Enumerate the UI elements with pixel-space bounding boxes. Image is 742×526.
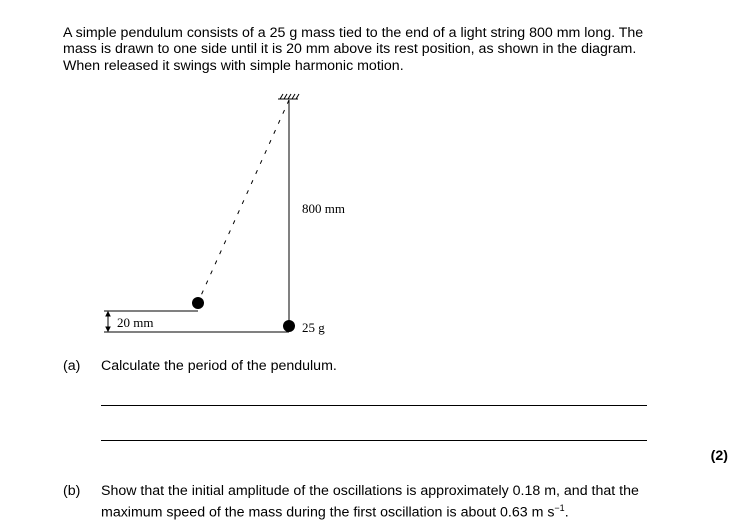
height-arrow: [106, 312, 110, 331]
string-displaced: [199, 100, 289, 300]
intro-line-2: mass is drawn to one side until it is 20 mm above its rest position, as shown in the diagram.: [63, 41, 637, 58]
part-b-label: (b): [63, 483, 81, 499]
answer-line[interactable]: [101, 405, 647, 406]
ceiling-support: [278, 94, 299, 99]
part-a-text: Calculate the period of the pendulum.: [101, 358, 337, 374]
part-a-marks: (2): [710, 448, 728, 464]
part-a-label: (a): [63, 358, 81, 374]
part-b-line-1: Show that the initial amplitude of the oscillations is approximately 0.18 m, and that the: [101, 483, 639, 499]
intro-line-3: When released it swings with simple harmonic motion.: [63, 57, 404, 74]
intro-line-1: A simple pendulum consists of a 25 g mass tied to the end of a light string 800 mm long. The: [63, 25, 644, 41]
part-b-line-2: [101, 500, 701, 522]
part-b-line-2-end: .: [564, 504, 569, 521]
part-b-text: [101, 483, 701, 522]
bob-displaced: [192, 297, 204, 309]
mass-label: 25 g: [302, 320, 325, 335]
unit-exponent: −1: [554, 503, 565, 513]
length-label: 800 mm: [302, 201, 345, 216]
part-b-line-2-main: maximum speed of the mass during the first oscillation is about 0.63 m s: [101, 504, 555, 521]
height-label: 20 mm: [117, 315, 154, 330]
answer-line[interactable]: [101, 440, 647, 441]
bob-rest: [283, 320, 295, 332]
